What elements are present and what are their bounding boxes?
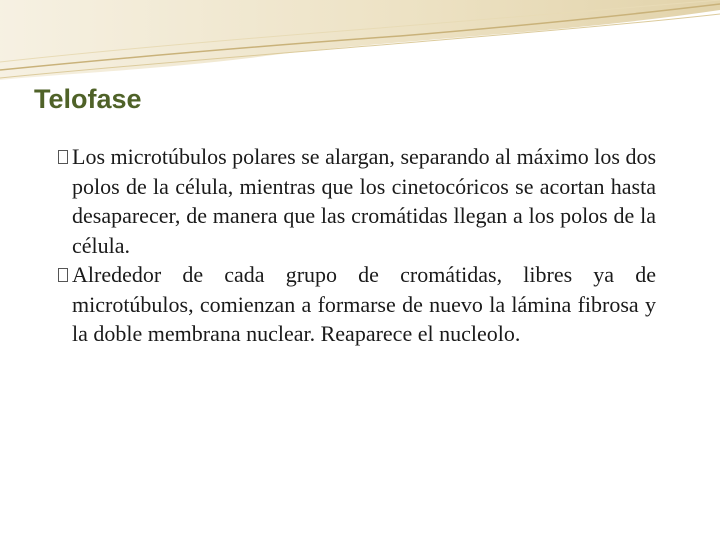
bullet-item xyxy=(60,142,656,260)
bullet-text: Los microtúbulos polares se alargan, separando al máximo los dos polos de la célula, mientras que los cinetocóricos se acortan hasta desaparecer, de manera que las cromátidas llegan a los polos de la célula. xyxy=(72,144,656,258)
slide-title: Telofase xyxy=(34,84,142,114)
bullet-icon xyxy=(58,268,68,282)
bullet-list xyxy=(60,142,656,349)
bullet-text: Alrededor de cada grupo de cromátidas, libres ya de microtúbulos, comienzan a formarse de nuevo la lámina fibrosa y la doble membrana nuclear. Reaparece el nucleolo. xyxy=(72,262,656,346)
bullet-item xyxy=(60,260,656,349)
bullet-icon xyxy=(58,150,68,164)
